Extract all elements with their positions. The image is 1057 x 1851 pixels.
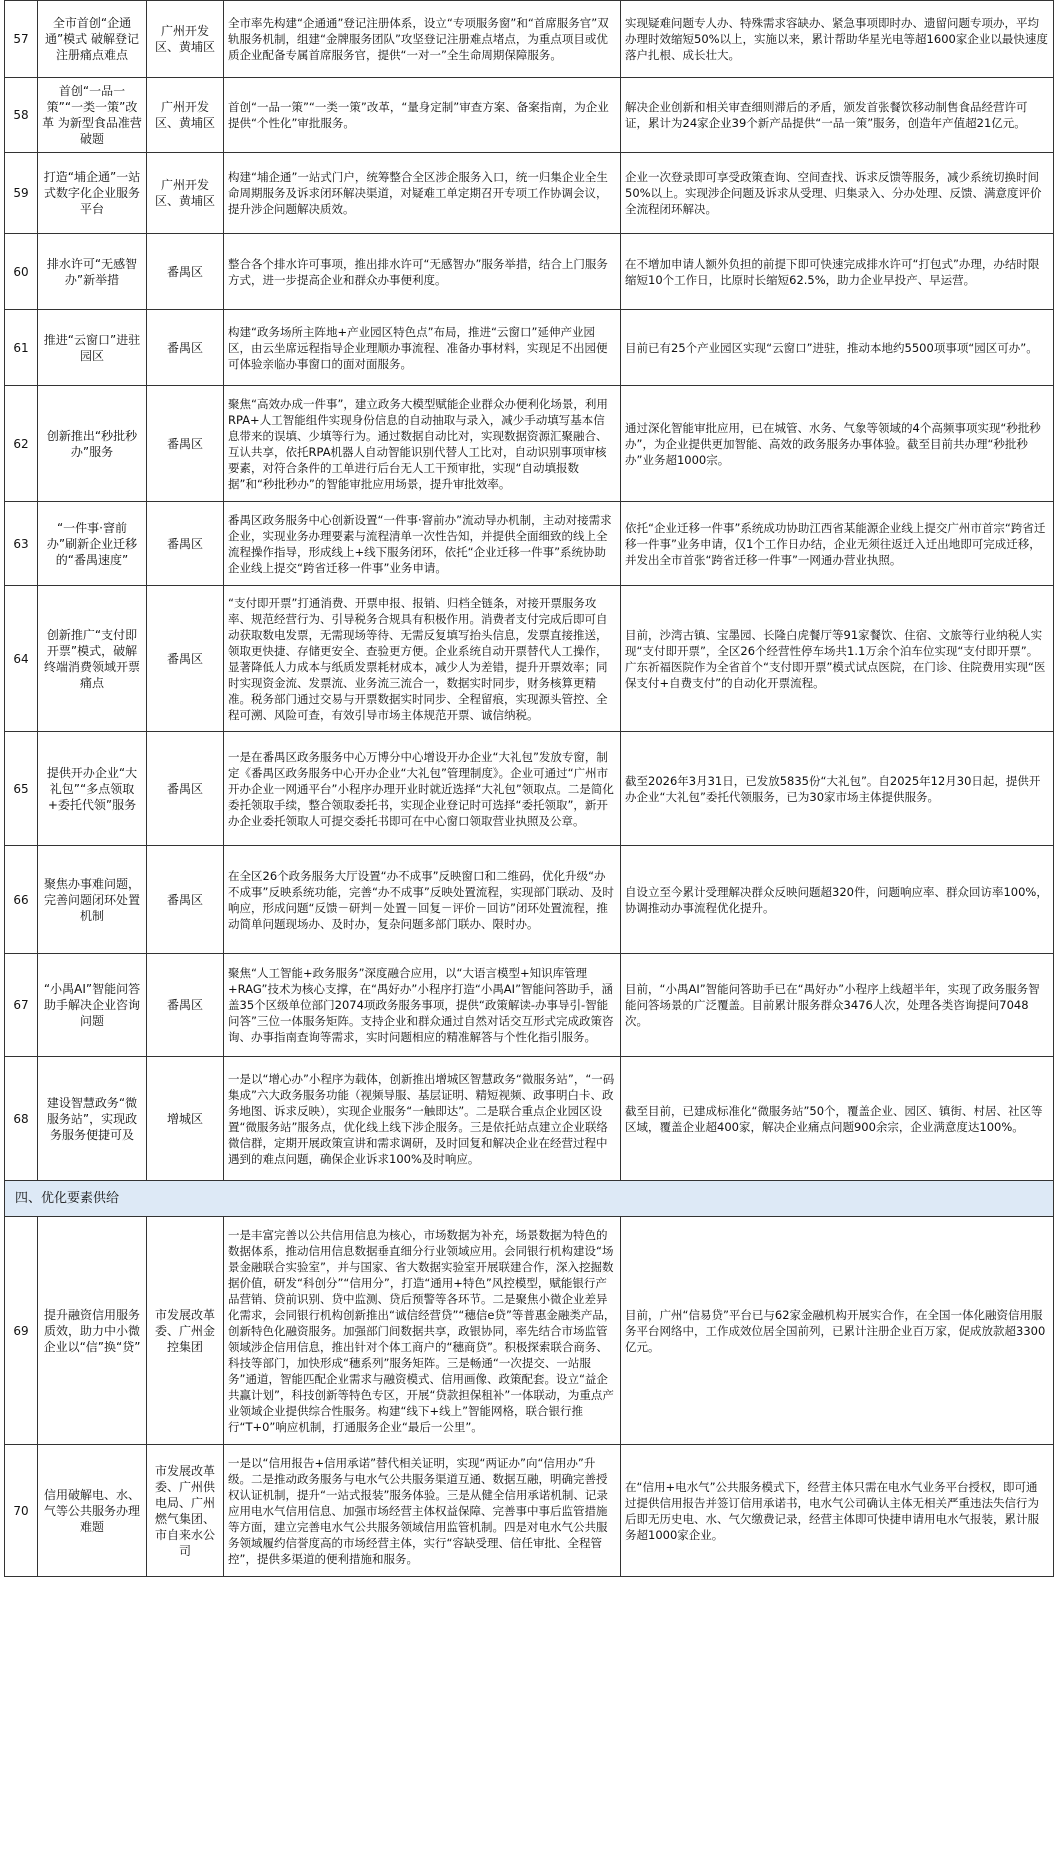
row-number: 58 [5,78,38,153]
row-number: 70 [5,1445,38,1577]
item-name: 提供开办企业“大礼包”“多点领取+委托代领”服务 [38,732,147,846]
measure-description: 一是在番禺区政务服务中心万博分中心增设开办企业“大礼包”发放专窗，制定《番禺区政务服务中心开办企业“大礼包”管理制度》。企业可通过“广州市开办企业一网通平台”小程序办理开业时就近选择“大礼包”领取点。二是简化委托领取手续，整合领取委托书，实现企业登记时可选择“委托领取”，新开办企业委托领取人可提交委托书即可在中心窗口领取营业执照及公章。 [224,732,621,846]
responsible-area: 番禺区 [147,846,224,954]
responsible-area: 番禺区 [147,234,224,310]
result-description: 目前，“小禺AI”智能问答助手已在“禺好办”小程序上线超半年，实现了政务服务智能问答场景的广泛覆盖。目前累计服务群众3476人次，处理各类咨询提问7048次。 [621,954,1054,1057]
row-number: 61 [5,310,38,386]
measure-description: 聚焦“人工智能+政务服务”深度融合应用，以“大语言模型+知识库管理+RAG”技术为核心支撑，在“禺好办”小程序打造“小禺AI”智能问答助手，涵盖35个区级单位部门2074项政务服务事项，提供“政策解读-办事导引-智能问答”三位一体服务矩阵。支持企业和群众通过自然对话交互形式完成政策咨询、办事指南查询等需求，实时问题相应的精准解答与个性化指引服务。 [224,954,621,1057]
item-name: 信用破解电、水、气等公共服务办理难题 [38,1445,147,1577]
item-name: 创新推广“支付即开票”模式，破解终端消费领域开票痛点 [38,586,147,732]
item-name: 首创“一品一策”“一类一策”改革 为新型食品准营破题 [38,78,147,153]
item-name: “小禺AI”智能问答助手解决企业咨询问题 [38,954,147,1057]
measure-description: 构建“政务场所主阵地+产业园区特色点”布局，推进“云窗口”延伸产业园区，由云坐席远程指导企业理顺办事流程、准备办事材料，实现足不出园便可体验亲临办事窗口的面对面服务。 [224,310,621,386]
item-name: 全市首创“企通通”模式 破解登记注册痛点难点 [38,1,147,78]
row-number: 68 [5,1057,38,1181]
responsible-area: 番禺区 [147,386,224,502]
row-number: 64 [5,586,38,732]
measure-description: 构建“埔企通”一站式门户，统筹整合全区涉企服务入口，统一归集企业全生命周期服务及诉求闭环解决渠道，对疑难工单定期召开专项工作协调会议，提升涉企问题解决质效。 [224,153,621,234]
result-description: 解决企业创新和相关审查细则滞后的矛盾，颁发首张餐饮移动制售食品经营许可证，累计为24家企业39个新产品提供“一品一策”服务，创造年产值超21亿元。 [621,78,1054,153]
table-row [5,386,1054,502]
table-row [5,1057,1054,1181]
item-name: 聚焦办事难问题，完善问题闭环处置机制 [38,846,147,954]
table-row [5,1445,1054,1577]
section-header-body [5,1181,1054,1217]
section-row [5,1181,1054,1217]
measure-description: 一是以“增心办”小程序为载体，创新推出增城区智慧政务“微服务站”，“一码集成”六大政务服务功能（视频导服、基层证明、精短视频、政事明白卡、政务地图、诉求反映），实现企业服务“一触即达”。二是联合重点企业园区设置“微服务站”服务点，优化线上线下涉企服务。三是依托站点建立企业联络微信群，定期开展政策宣讲和需求调研，及时回复和解决企业在经营过程中遇到的难点问题，确保企业诉求100%及时响应。 [224,1057,621,1181]
table-row [5,153,1054,234]
result-description: 截至2026年3月31日，已发放5835份“大礼包”。自2025年12月30日起，提供开办企业“大礼包”委托代领服务，已为30家市场主体提供服务。 [621,732,1054,846]
item-name: 推进“云窗口”进驻园区 [38,310,147,386]
result-description: 目前，沙湾古镇、宝墨园、长隆白虎餐厅等91家餐饮、住宿、文旅等行业纳税人实现“支付即开票”，全区26个经营性停车场共1.1万余个泊车位实现“支付即开票”。广东祈福医院作为全省首个“支付即开票”模式试点医院，在门诊、住院费用实现“医保支付+自费支付”的自动化开票流程。 [621,586,1054,732]
result-description: 目前已有25个产业园区实现“云窗口”进驻，推动本地约5500项事项“园区可办”。 [621,310,1054,386]
measure-description: 首创“一品一策”“一类一策”改革，“量身定制”审查方案、备案指南，为企业提供“个性化”审批服务。 [224,78,621,153]
responsible-area: 番禺区 [147,732,224,846]
responsible-area: 市发展改革委、广州金控集团 [147,1217,224,1445]
result-description: 企业一次登录即可享受政策查询、空间查找、诉求反馈等服务，减少系统切换时间50%以上。实现涉企问题及诉求从受理、归集录入、分办处理、反馈、满意度评价全流程闭环解决。 [621,153,1054,234]
table-row [5,954,1054,1057]
row-number: 69 [5,1217,38,1445]
item-name: 建设智慧政务“微服务站”，实现政务服务便捷可及 [38,1057,147,1181]
item-name: 打造“埔企通”一站式数字化企业服务平台 [38,153,147,234]
table-row [5,78,1054,153]
measure-description: 在全区26个政务服务大厅设置“办不成事”反映窗口和二维码，优化升级“办不成事”反映系统功能，完善“办不成事”反映处置流程，实现部门联动、及时响应，形成问题“反馈－研判－处置－回复－评价－回访”闭环处置流程，推动简单问题现场办、及时办，复杂问题多部门联办、限时办。 [224,846,621,954]
result-description: 通过深化智能审批应用，已在城管、水务、气象等领域的4个高频事项实现“秒批秒办”，为企业提供更加智能、高效的政务服务办事体验。截至目前共办理“秒批秒办”业务超1000宗。 [621,386,1054,502]
row-number: 63 [5,502,38,586]
result-description: 自设立至今累计受理解决群众反映问题超320件，问题响应率、群众回访率100%，协调推动办事流程优化提升。 [621,846,1054,954]
table-row [5,1,1054,78]
policy-table [4,0,1054,1577]
responsible-area: 番禺区 [147,502,224,586]
table-row [5,732,1054,846]
row-number: 57 [5,1,38,78]
result-description: 实现疑难问题专人办、特殊需求容缺办、紧急事项即时办、遗留问题专项办，平均办理时效缩短50%以上，实施以来，累计帮助华星光电等超1600家企业以最快速度落户扎根、成长壮大。 [621,1,1054,78]
measure-description: 一是丰富完善以公共信用信息为核心，市场数据为补充，场景数据为特色的数据体系，推动信用信息数据垂直细分行业领域应用。会同银行机构建设“场景金融联合实验室”，并与国家、省大数据实验室开展联建合作，深入挖掘数据价值，研发“科创分”“信用分”，打造“通用+特色”风控模型，赋能银行产品营销、贷前识别、贷中监测、贷后预警等各环节。二是聚焦小微企业差异化需求，会同银行机构创新推出“诚信经营贷”“穗信e贷”等普惠金融类产品，创新特色化融资服务。加强部门间数据共享，政银协同，率先结合市场监管领域涉企信用信息，推出针对个体工商户的“穗商贷”。积极探索联合商务、科技等部门，加快形成“穗系列”服务矩阵。三是畅通“一次提交、一站服务”通道，智能匹配企业需求与融资模式、信用画像、政策配套。设立“益企共赢计划”，科技创新等特色专区，开展“贷款担保租补”一体联动，为重点产业领域企业提供综合性服务。构建“线下+线上”智能网格，联合银行推行“T+0”响应机制，打通服务企业“最后一公里”。 [224,1217,621,1445]
responsible-area: 市发展改革委、广州供电局、广州燃气集团、市自来水公司 [147,1445,224,1577]
item-name: “一件事·窨前办”刷新企业迁移的“番禺速度” [38,502,147,586]
table-body-part-1 [5,1,1054,1181]
responsible-area: 增城区 [147,1057,224,1181]
measure-description: 聚焦“高效办成一件事”，建立政务大模型赋能企业群众办便利化场景，利用RPA+人工智能组件实现身份信息的自动抽取与录入，减少手动填写基本信息带来的误填、少填等行为。通过数据自动比对，实现数据资源汇聚融合、互认共享，依托RPA机器人自动智能识别代替人工比对，自动识别事项审核要素，对符合条件的工单进行后台无人工干预审批，实现“自动填报数据”和“秒批秒办”的智能审批应用场景，提升审批效率。 [224,386,621,502]
measure-description: 一是以“信用报告+信用承诺”替代相关证明，实现“两证办”向“信用办”升级。二是推动政务服务与电水气公共服务渠道互通、数据互融，明确完善授权认证机制，提升“一站式报装”服务体验。三是从健全信用承诺机制、记录应用电水气信用信息、加强市场经营主体权益保障、完善事中事后监管措施等方面，建立完善电水气公共服务领域信用监管机制。四是对电水气公共服务领域履约信誉度高的市场经营主体，实行“容缺受理、信任审批、全程管控”，提供多渠道的便利措施和服务。 [224,1445,621,1577]
responsible-area: 番禺区 [147,954,224,1057]
responsible-area: 番禺区 [147,586,224,732]
row-number: 67 [5,954,38,1057]
item-name: 提升融资信用服务质效，助力中小微企业以“信”换“贷” [38,1217,147,1445]
table-row [5,1217,1054,1445]
table-row [5,502,1054,586]
measure-description: 全市率先构建“企通通”登记注册体系，设立“专项服务窗”和“首席服务官”双轨服务机制，组建“金牌服务团队”攻坚登记注册难点堵点，为重点项目或优质企业配备专属首席服务官，提供“一对一”全生命周期保障服务。 [224,1,621,78]
measure-description: 整合各个排水许可事项，推出排水许可“无感智办”服务举措，结合上门服务方式，进一步提高企业和群众办事便利度。 [224,234,621,310]
row-number: 60 [5,234,38,310]
responsible-area: 广州开发区、黄埔区 [147,153,224,234]
row-number: 62 [5,386,38,502]
responsible-area: 番禺区 [147,310,224,386]
item-name: 排水许可“无感智办”新举措 [38,234,147,310]
row-number: 66 [5,846,38,954]
result-description: 截至目前，已建成标准化“微服务站”50个，覆盖企业、园区、镇街、村居、社区等区域，覆盖企业超400家，解决企业痛点问题900余宗，企业满意度达100%。 [621,1057,1054,1181]
result-description: 在“信用+电水气”公共服务模式下，经营主体只需在电水气业务平台授权，即可通过提供信用报告并签订信用承诺书，电水气公司确认主体无相关严重违法失信行为后即无历史电、水、气欠缴费记录，经营主体即可快捷申请用电水气报装，累计服务超1000家企业。 [621,1445,1054,1577]
measure-description: 番禺区政务服务中心创新设置“一件事·窨前办”流动导办机制，主动对接需求企业，实现业务办理要素与流程清单一次性告知，并提供全面细致的线上全流程操作指导，形成线上+线下服务闭环，依托“企业迁移一件事”系统协助企业线上提交“跨省迁移一件事”业务申请。 [224,502,621,586]
table-row [5,310,1054,386]
item-name: 创新推出“秒批秒办”服务 [38,386,147,502]
measure-description: “支付即开票”打通消费、开票申报、报销、归档全链条，对接开票服务攻率、规范经营行为、引导税务合规具有积极作用。消费者支付完成后即可自动获取数电发票，无需现场等待、无需反复填写抬头信息，发票直接推送，领取更快捷、存储更安全、查验更方便。企业系统自动开票替代人工操作，显著降低人力成本与纸质发票耗材成本，减少人为差错，提升开票效率；同时实现资金流、发票流、业务流三流合一，数据实时同步，财务核算更精准。税务部门通过交易与开票数据实时同步、全程留痕，实现源头管控、全程可溯、风险可查，有效引导市场主体规范开票、诚信纳税。 [224,586,621,732]
row-number: 59 [5,153,38,234]
row-number: 65 [5,732,38,846]
result-description: 目前，广州“信易贷”平台已与62家金融机构开展实合作，在全国一体化融资信用服务平台网络中，工作成效位居全国前列，已累计注册企业百万家，促成放款超3300亿元。 [621,1217,1054,1445]
result-description: 在不增加申请人额外负担的前提下即可快速完成排水许可“打包式”办理，办结时限缩短10个工作日，比原时长缩短62.5%，助力企业早投产、早运营。 [621,234,1054,310]
responsible-area: 广州开发区、黄埔区 [147,1,224,78]
table-row [5,586,1054,732]
responsible-area: 广州开发区、黄埔区 [147,78,224,153]
section-title: 四、优化要素供给 [5,1181,1054,1217]
table-row [5,846,1054,954]
table-body-part-2 [5,1217,1054,1577]
result-description: 依托“企业迁移一件事”系统成功协助江西省某能源企业线上提交广州市首宗“跨省迁移一件事”业务申请，仅1个工作日办结，企业无须往返迁入迁出地即可完成迁移，并发出全市首张“跨省迁移一件事”一网通办营业执照。 [621,502,1054,586]
table-row [5,234,1054,310]
